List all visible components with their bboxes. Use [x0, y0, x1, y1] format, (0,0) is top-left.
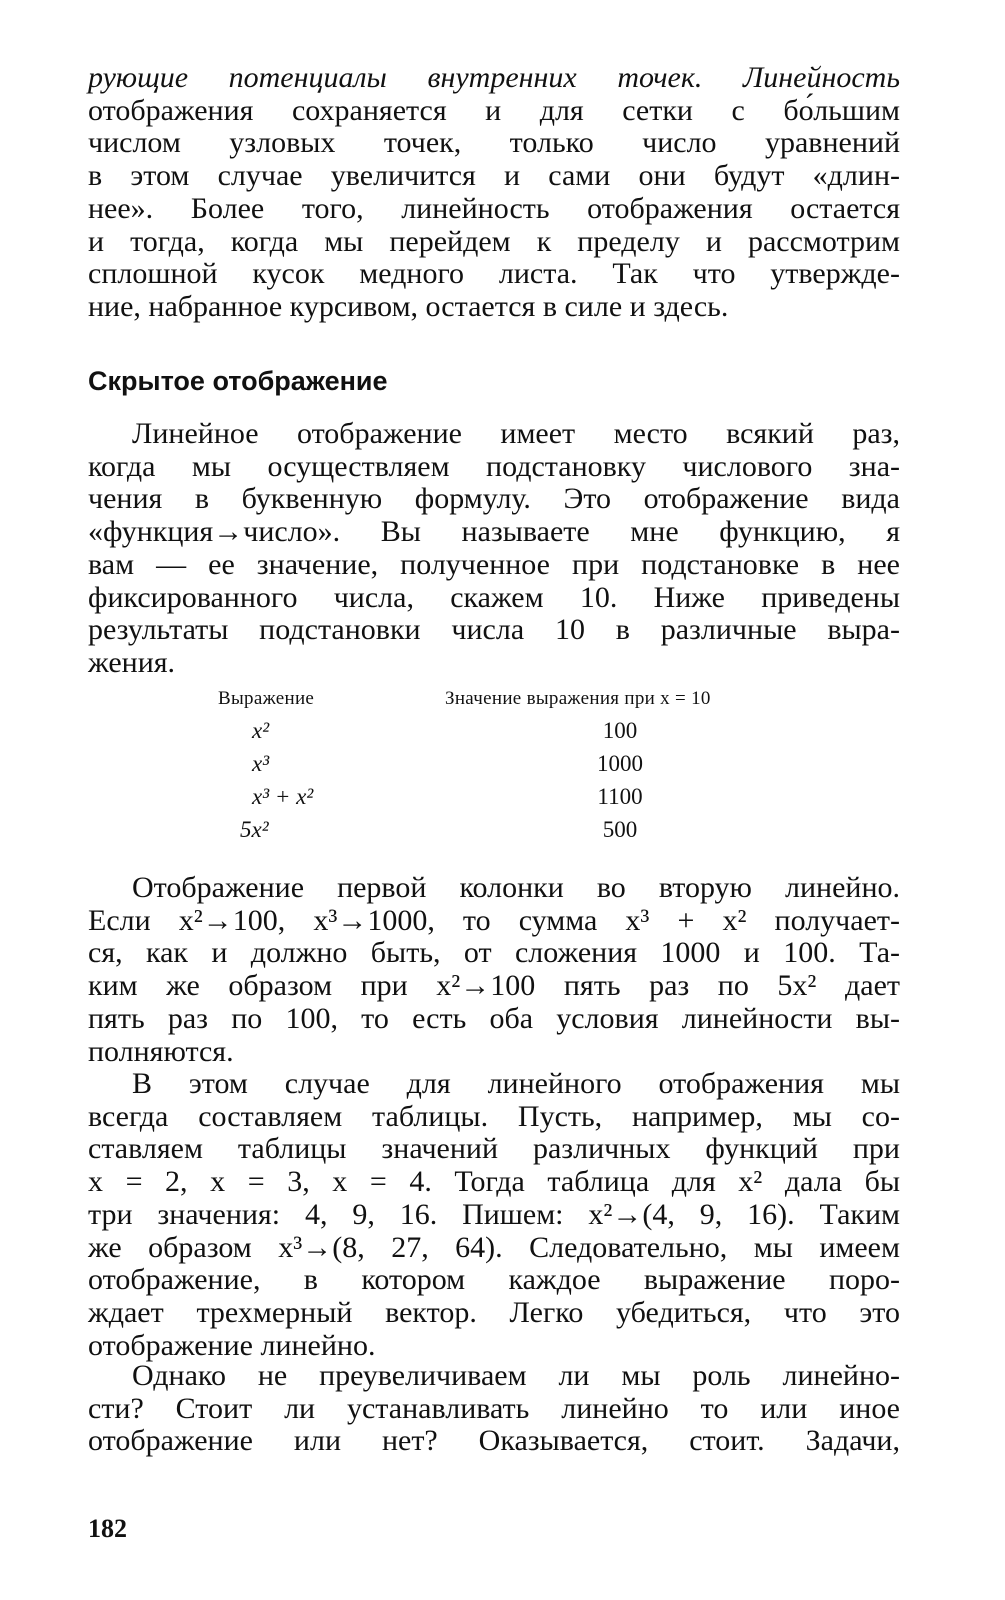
- paragraph-3: [88, 1068, 900, 1362]
- text-line: числом узловых точек, только число уравнений: [88, 126, 900, 160]
- text-line: отображение, в котором каждое выражение поро-: [88, 1263, 900, 1297]
- text-line: В этом случае для линейного отображения мы: [132, 1067, 900, 1100]
- text-line: вам — ее значение, полученное при подстановке в нее: [88, 547, 900, 581]
- text-line: жения.: [88, 645, 176, 679]
- text-line: x = 2, x = 3, x = 4. Тогда таблица для x² дала бы: [88, 1165, 900, 1199]
- text-line: ставляем таблицы значений различных функций при: [88, 1132, 900, 1166]
- text-line: всегда составляем таблицы. Пусть, например, мы со-: [88, 1099, 900, 1133]
- table-cell-value: 500: [602, 817, 638, 842]
- paragraph-4: [88, 1360, 900, 1458]
- text-line: в этом случае увеличится и сами они будут «длин-: [88, 159, 900, 193]
- text-line: рующие потенциалы внутренних точек. Линейность: [88, 61, 900, 94]
- top-paragraph: [88, 62, 900, 324]
- text-line: «функция→число». Вы называете мне функцию, я: [88, 515, 900, 549]
- text-line: ся, как и должно быть, от сложения 1000 и 100. Та-: [88, 936, 900, 970]
- text-line: пять раз по 100, то есть оба условия линейности вы-: [88, 1001, 900, 1035]
- table-header-expression: Выражение: [218, 688, 315, 709]
- table-cell-value: 1000: [597, 751, 643, 776]
- text-line: когда мы осуществляем подстановку числового зна-: [88, 449, 900, 483]
- text-line: фиксированного числа, скажем 10. Ниже приведены: [88, 580, 900, 614]
- table-cell-expression: x³: [252, 751, 270, 776]
- table-cell-value: 1100: [597, 784, 643, 809]
- table-cell-expression: 5x²: [240, 817, 269, 842]
- table-cell-value: 100: [602, 718, 638, 743]
- page-number: 182: [88, 1514, 127, 1543]
- text-line: результаты подстановки числа 10 в различные выра-: [88, 613, 900, 647]
- text-line: Линейное отображение имеет место всякий раз,: [132, 417, 900, 450]
- table-cell-expression: x³ + x²: [252, 784, 314, 809]
- text-line: нее». Более того, линейность отображения остается: [88, 191, 900, 225]
- text-line: Отображение первой колонки во вторую линейно.: [132, 871, 900, 904]
- text-line: отображения сохраняется и для сетки с бо́льшим: [88, 93, 900, 127]
- intro-paragraph: [88, 418, 900, 680]
- text-line: Однако не преувеличиваем ли мы роль линейно-: [132, 1359, 900, 1392]
- table-header-value: Значение выражения при x = 10: [445, 688, 711, 709]
- text-line: и тогда, когда мы перейдем к пределу и рассмотрим: [88, 224, 900, 258]
- text-line: же образом x³→(8, 27, 64). Следовательно, мы имеем: [88, 1230, 900, 1264]
- text-line: ние, набранное курсивом, остается в силе и здесь.: [88, 289, 729, 323]
- text-line: ким же образом при x²→100 пять раз по 5x² дает: [88, 969, 900, 1003]
- text-line: отображение линейно.: [88, 1328, 376, 1362]
- text-line: отображение или нет? Оказывается, стоит. Задачи,: [88, 1424, 900, 1458]
- text-line: полняются.: [88, 1034, 234, 1068]
- paragraph-2: [88, 872, 900, 1068]
- text-line: три значения: 4, 9, 16. Пишем: x²→(4, 9, 16). Таким: [88, 1197, 900, 1231]
- text-line: чения в буквенную формулу. Это отображение вида: [88, 482, 900, 516]
- text-line: ждает трехмерный вектор. Легко убедиться, что это: [88, 1295, 900, 1329]
- text-line: сплошной кусок медного листа. Так что утвержде-: [88, 257, 900, 291]
- text-line: Если x²→100, x³→1000, то сумма x³ + x² получает-: [88, 903, 900, 937]
- text-line: сти? Стоит ли устанавливать линейно то или иное: [88, 1391, 900, 1425]
- table-cell-expression: x²: [252, 718, 270, 743]
- section-heading: Скрытое отображение: [88, 366, 388, 396]
